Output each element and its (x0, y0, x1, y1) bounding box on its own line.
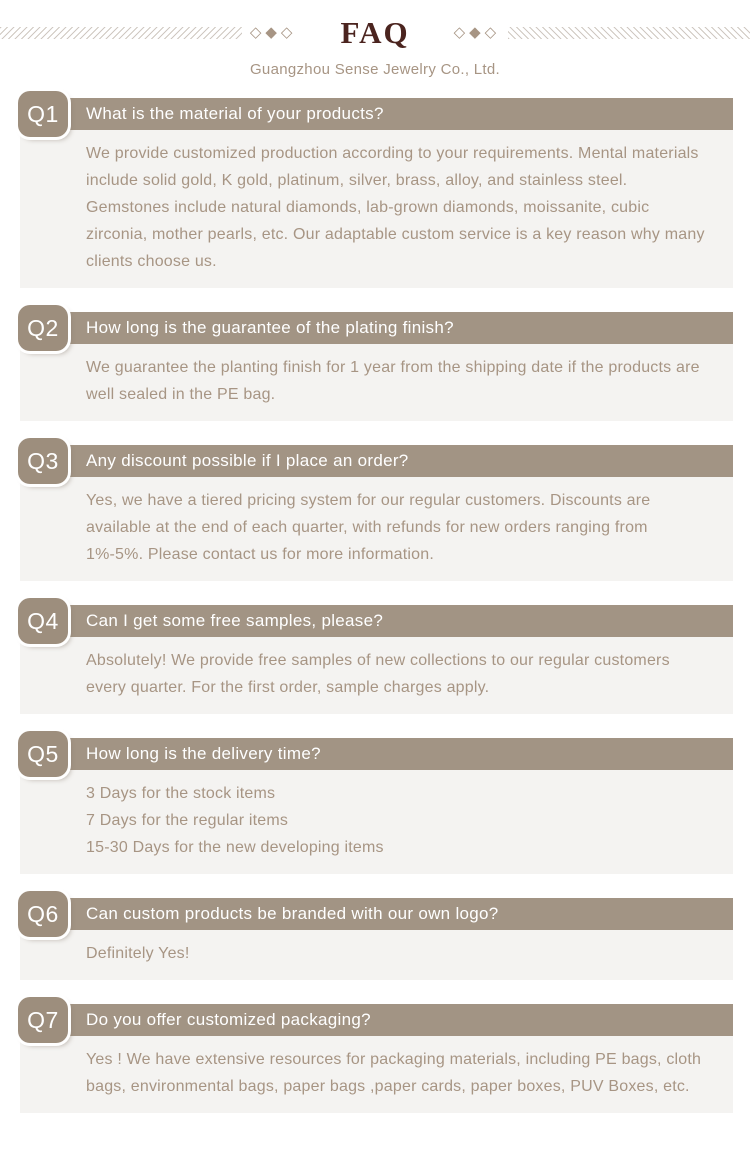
question-number: Q6 (27, 900, 59, 927)
question-number: Q4 (27, 607, 59, 634)
faq-list (0, 98, 750, 1151)
question-number-badge (18, 438, 68, 484)
answer-panel (20, 344, 733, 421)
question-number-badge (18, 305, 68, 351)
question-text: Can custom products be branded with our own logo? (86, 904, 499, 923)
answer-panel (20, 930, 733, 980)
faq-item (0, 1004, 750, 1113)
hatch-line-right-icon (508, 27, 750, 39)
faq-item (0, 898, 750, 980)
answer-panel (20, 477, 733, 581)
question-bar (20, 738, 733, 770)
faq-item (0, 605, 750, 714)
title-row (0, 12, 750, 52)
question-number: Q7 (27, 1006, 59, 1033)
faq-item (0, 445, 750, 581)
faq-item (0, 98, 750, 288)
question-text: How long is the guarantee of the plating finish? (86, 318, 454, 337)
question-number-badge (18, 997, 68, 1043)
hatch-line-left-icon (0, 27, 242, 39)
question-text: How long is the delivery time? (86, 744, 321, 763)
answer-paragraph: 3 Days for the stock items (86, 785, 276, 802)
question-number-badge (18, 598, 68, 644)
answer-paragraph: Yes ! We have extensive resources for packaging materials, including PE bags, cloth bags, environmental bags, paper bags ,paper cards, paper boxes, PUV Boxes, etc. (86, 1051, 702, 1095)
question-bar (20, 445, 733, 477)
header (0, 12, 750, 78)
question-number: Q3 (27, 447, 59, 474)
question-bar (20, 898, 733, 930)
page-title: FAQ (340, 14, 410, 50)
question-bar (20, 98, 733, 130)
answer-panel (20, 637, 733, 714)
answer-panel (20, 130, 733, 288)
question-number-badge (18, 91, 68, 137)
answer-paragraph: We guarantee the planting finish for 1 year from the shipping date if the products are well sealed in the PE bag. (86, 359, 700, 403)
faq-item (0, 738, 750, 874)
question-bar (20, 1004, 733, 1036)
question-text: What is the material of your products? (86, 104, 384, 123)
question-bar (20, 605, 733, 637)
diamond-ornament-right-icon: ◇◆◇ (453, 22, 501, 41)
diamond-ornament-left-icon: ◇◆◇ (249, 22, 297, 41)
question-number-badge (18, 891, 68, 937)
answer-paragraph: Definitely Yes! (86, 945, 190, 962)
answer-paragraph: Absolutely! We provide free samples of new collections to our regular customers every quarter. For the first order, sample charges apply. (86, 652, 670, 696)
company-name: Guangzhou Sense Jewelry Co., Ltd. (249, 61, 501, 78)
question-number-badge (18, 731, 68, 777)
faq-item (0, 312, 750, 421)
answer-panel (20, 770, 733, 874)
answer-panel (20, 1036, 733, 1113)
question-number: Q1 (27, 100, 59, 127)
question-text: Do you offer customized packaging? (86, 1010, 371, 1029)
question-number: Q5 (27, 740, 59, 767)
answer-paragraph: We provide customized production according to your requirements. Mental materials include solid gold, K gold, platinum, silver, brass, alloy, and stainless steel. Gemstones include natural diamonds, lab-grown diamonds, moissanite, cubic zirconia, mother pearls, etc. Our adaptable custom service is a key reason why many clients choose us. (86, 145, 705, 270)
answer-paragraph: 15-30 Days for the new developing items (86, 839, 384, 856)
question-text: Can I get some free samples, please? (86, 611, 384, 630)
answer-paragraph: Yes, we have a tiered pricing system for our regular customers. Discounts are available at the end of each quarter, with refunds for new orders ranging from 1%-5%. Please contact us for more information. (86, 492, 651, 563)
question-text: Any discount possible if I place an order? (86, 451, 409, 470)
question-bar (20, 312, 733, 344)
answer-paragraph: 7 Days for the regular items (86, 812, 289, 829)
question-number: Q2 (27, 314, 59, 341)
